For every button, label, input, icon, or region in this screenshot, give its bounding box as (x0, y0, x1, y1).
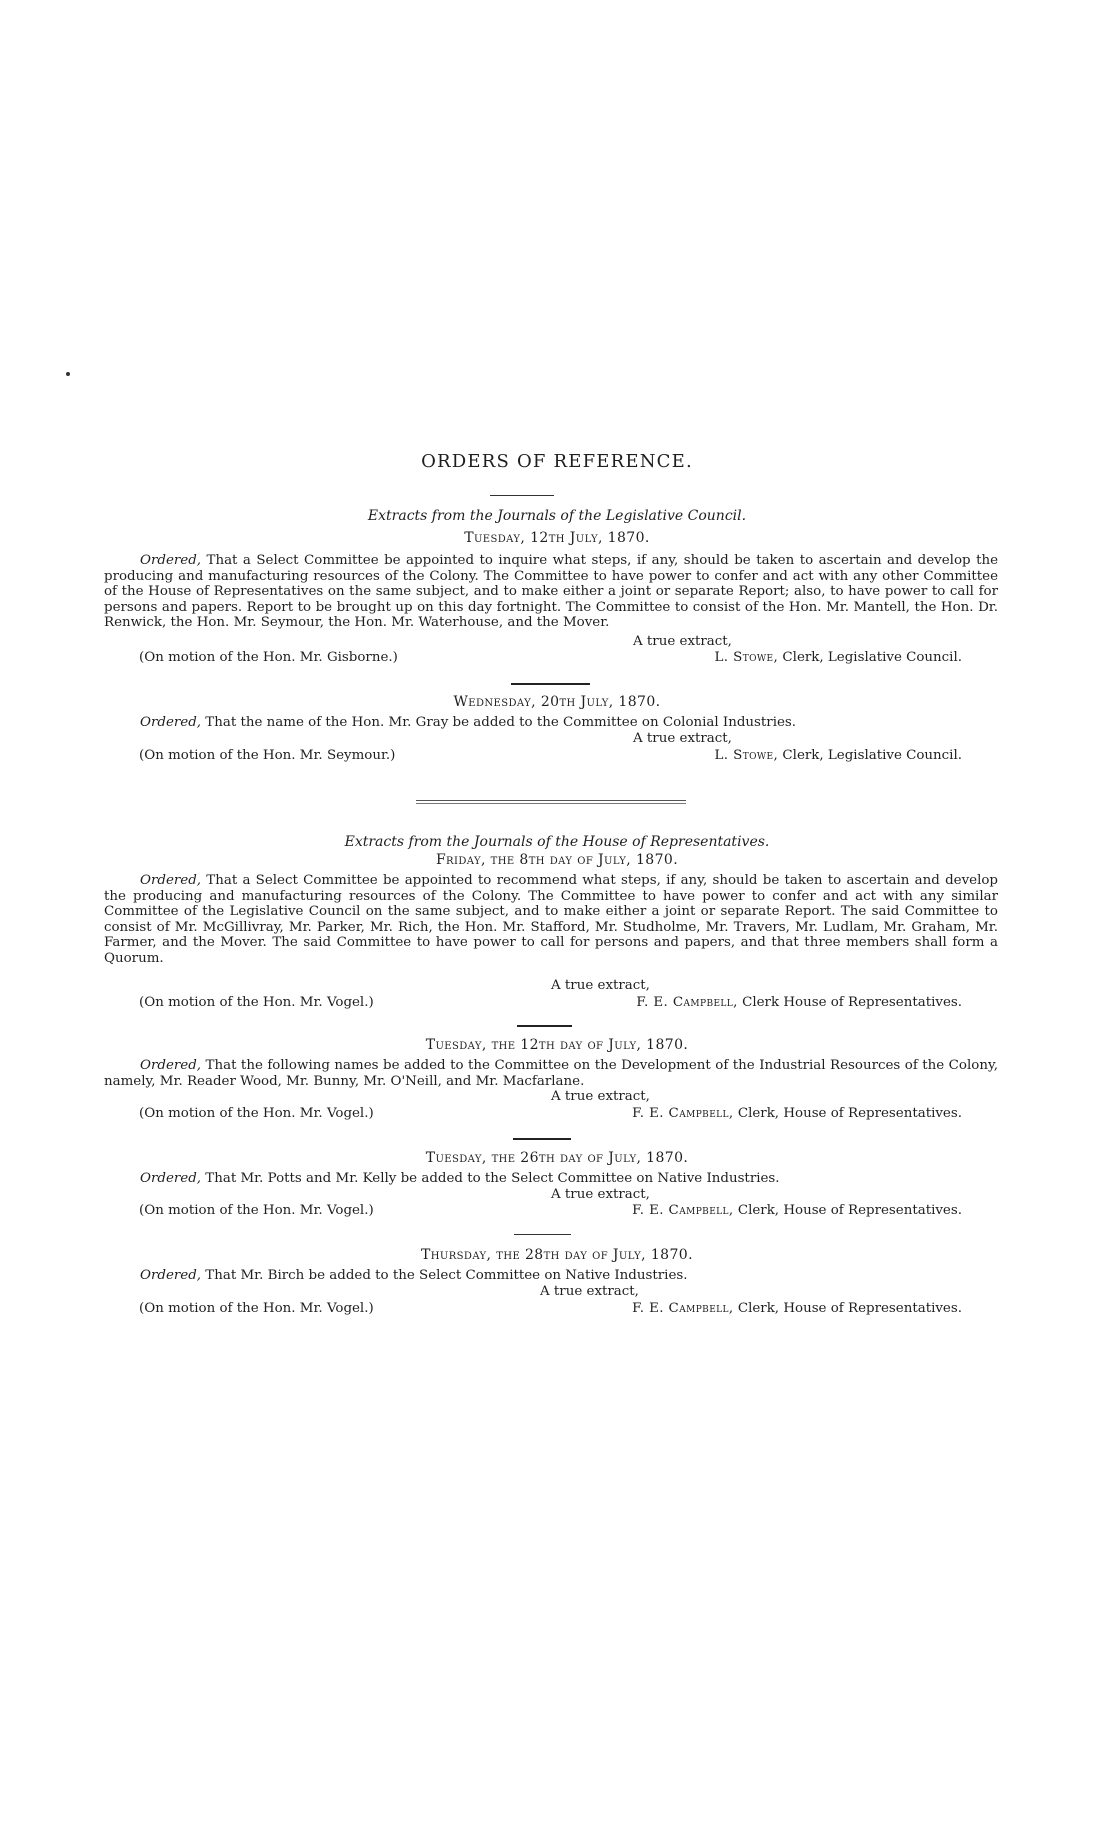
house-entry-4-signature (632, 1301, 962, 1317)
clerk-title: Clerk, House of Representatives. (737, 1203, 962, 1218)
house-separator-rule-3 (514, 1234, 571, 1235)
page-title: ORDERS OF REFERENCE. (421, 451, 693, 472)
house-entry-4-text (104, 1268, 998, 1284)
clerk-name: F. E. Campbell, (636, 995, 738, 1010)
house-entry-2-text (104, 1058, 998, 1089)
ordered-label: Ordered, (140, 715, 202, 730)
ordered-label: Ordered, (140, 553, 202, 568)
house-entry-1-true-extract: A true extract, (551, 978, 650, 993)
house-entry-2-motion: (On motion of the Hon. Mr. Vogel.) (139, 1106, 374, 1121)
council-entry-2-true-extract: A true extract, (633, 731, 732, 746)
clerk-name: L. Stowe, (714, 748, 779, 763)
page-speck (66, 372, 70, 376)
council-entry-1-date: Tuesday, 12th July, 1870. (464, 530, 650, 546)
order-text: That a Select Committee be appointed to recommend what steps, if any, should be taken to ascertain and develop the producing and manufacturing resources of the Colony. The Committee to have power to confer and act with any similar Committee of the Legislative Council on the same subject, and to make either a joint or separate Report. The said Committee to consist of Mr. McGillivray, Mr. Parker, Mr. Rich, the Hon. Mr. Stafford, Mr. Studholme, Mr. Travers, Mr. Ludlam, Mr. Graham, Mr. Farmer, and the Mover. The said Committee to have power to call for persons and papers, and that three members shall form a Quorum. (104, 873, 998, 966)
section-divider-rule (416, 800, 686, 804)
clerk-name: F. E. Campbell, (632, 1106, 734, 1121)
council-entry-1-motion: (On motion of the Hon. Mr. Gisborne.) (139, 650, 398, 665)
house-entry-1-date: Friday, the 8th day of July, 1870. (435, 852, 679, 868)
order-text: That Mr. Birch be added to the Select Committee on Native Industries. (205, 1268, 688, 1283)
council-entry-1-text (104, 553, 998, 631)
ordered-label: Ordered, (140, 1171, 202, 1186)
house-entry-3-true-extract: A true extract, (551, 1187, 650, 1202)
council-entry-1-signature (715, 650, 962, 666)
house-entry-2-date: Tuesday, the 12th day of July, 1870. (425, 1037, 689, 1053)
order-text: That the name of the Hon. Mr. Gray be added to the Committee on Colonial Industries. (205, 715, 797, 730)
clerk-name: F. E. Campbell, (632, 1203, 734, 1218)
council-entry-2-date: Wednesday, 20th July, 1870. (453, 694, 661, 710)
order-text: That the following names be added to the Committee on the Development of the Industrial Resources of the Colony, namely, Mr. Reader Wood, Mr. Bunny, Mr. O'Neill, and Mr. Macfarlane. (104, 1058, 999, 1089)
house-entry-4-true-extract: A true extract, (540, 1284, 639, 1299)
council-entry-2-motion: (On motion of the Hon. Mr. Seymour.) (139, 748, 396, 763)
order-text: That a Select Committee be appointed to inquire what steps, if any, should be taken to ascertain and develop the producing and manufacturing resources of the Colony. The Committee to have power to confer and act with any other Committee of the House of Representatives on the same subject, and to make either a joint or separate Report; also, to have power to call for persons and papers. Report to be brought up on this day fortnight. The Committee to consist of the Hon. Mr. Mantell, the Hon. Dr. Renwick, the Hon. Mr. Seymour, the Hon. Mr. Waterhouse, and the Mover. (104, 553, 998, 631)
house-entry-3-signature (632, 1203, 962, 1219)
council-heading: Extracts from the Journals of the Legislative Council. (367, 508, 747, 524)
clerk-name: F. E. Campbell, (632, 1301, 734, 1316)
house-separator-rule-1 (517, 1025, 572, 1027)
house-entry-3-text (104, 1171, 998, 1187)
ordered-label: Ordered, (140, 1058, 202, 1073)
title-rule (490, 495, 554, 496)
house-heading: Extracts from the Journals of the House of Representatives. (344, 834, 770, 850)
ordered-label: Ordered, (140, 1268, 202, 1283)
house-entry-1-motion: (On motion of the Hon. Mr. Vogel.) (139, 995, 374, 1010)
council-entry-2-signature (715, 748, 962, 764)
house-separator-rule-2 (513, 1138, 571, 1140)
house-entry-1-signature (636, 995, 962, 1011)
order-text: That Mr. Potts and Mr. Kelly be added to the Select Committee on Native Industries. (205, 1171, 780, 1186)
house-entry-2-signature (632, 1106, 962, 1122)
clerk-title: Clerk, House of Representatives. (737, 1301, 962, 1316)
house-entry-1-text (104, 873, 998, 967)
clerk-title: Clerk, House of Representatives. (737, 1106, 962, 1121)
council-separator-rule (511, 683, 590, 685)
house-entry-3-date: Tuesday, the 26th day of July, 1870. (425, 1150, 689, 1166)
council-entry-2-text (104, 715, 998, 731)
house-entry-3-motion: (On motion of the Hon. Mr. Vogel.) (139, 1203, 374, 1218)
ordered-label: Ordered, (140, 873, 202, 888)
clerk-title: Clerk House of Representatives. (742, 995, 962, 1010)
clerk-title: Clerk, Legislative Council. (782, 650, 962, 665)
council-entry-1-true-extract: A true extract, (633, 634, 732, 649)
clerk-title: Clerk, Legislative Council. (782, 748, 962, 763)
house-entry-2-true-extract: A true extract, (551, 1089, 650, 1104)
house-entry-4-motion: (On motion of the Hon. Mr. Vogel.) (139, 1301, 374, 1316)
house-entry-4-date: Thursday, the 28th day of July, 1870. (421, 1247, 693, 1263)
clerk-name: L. Stowe, (714, 650, 779, 665)
